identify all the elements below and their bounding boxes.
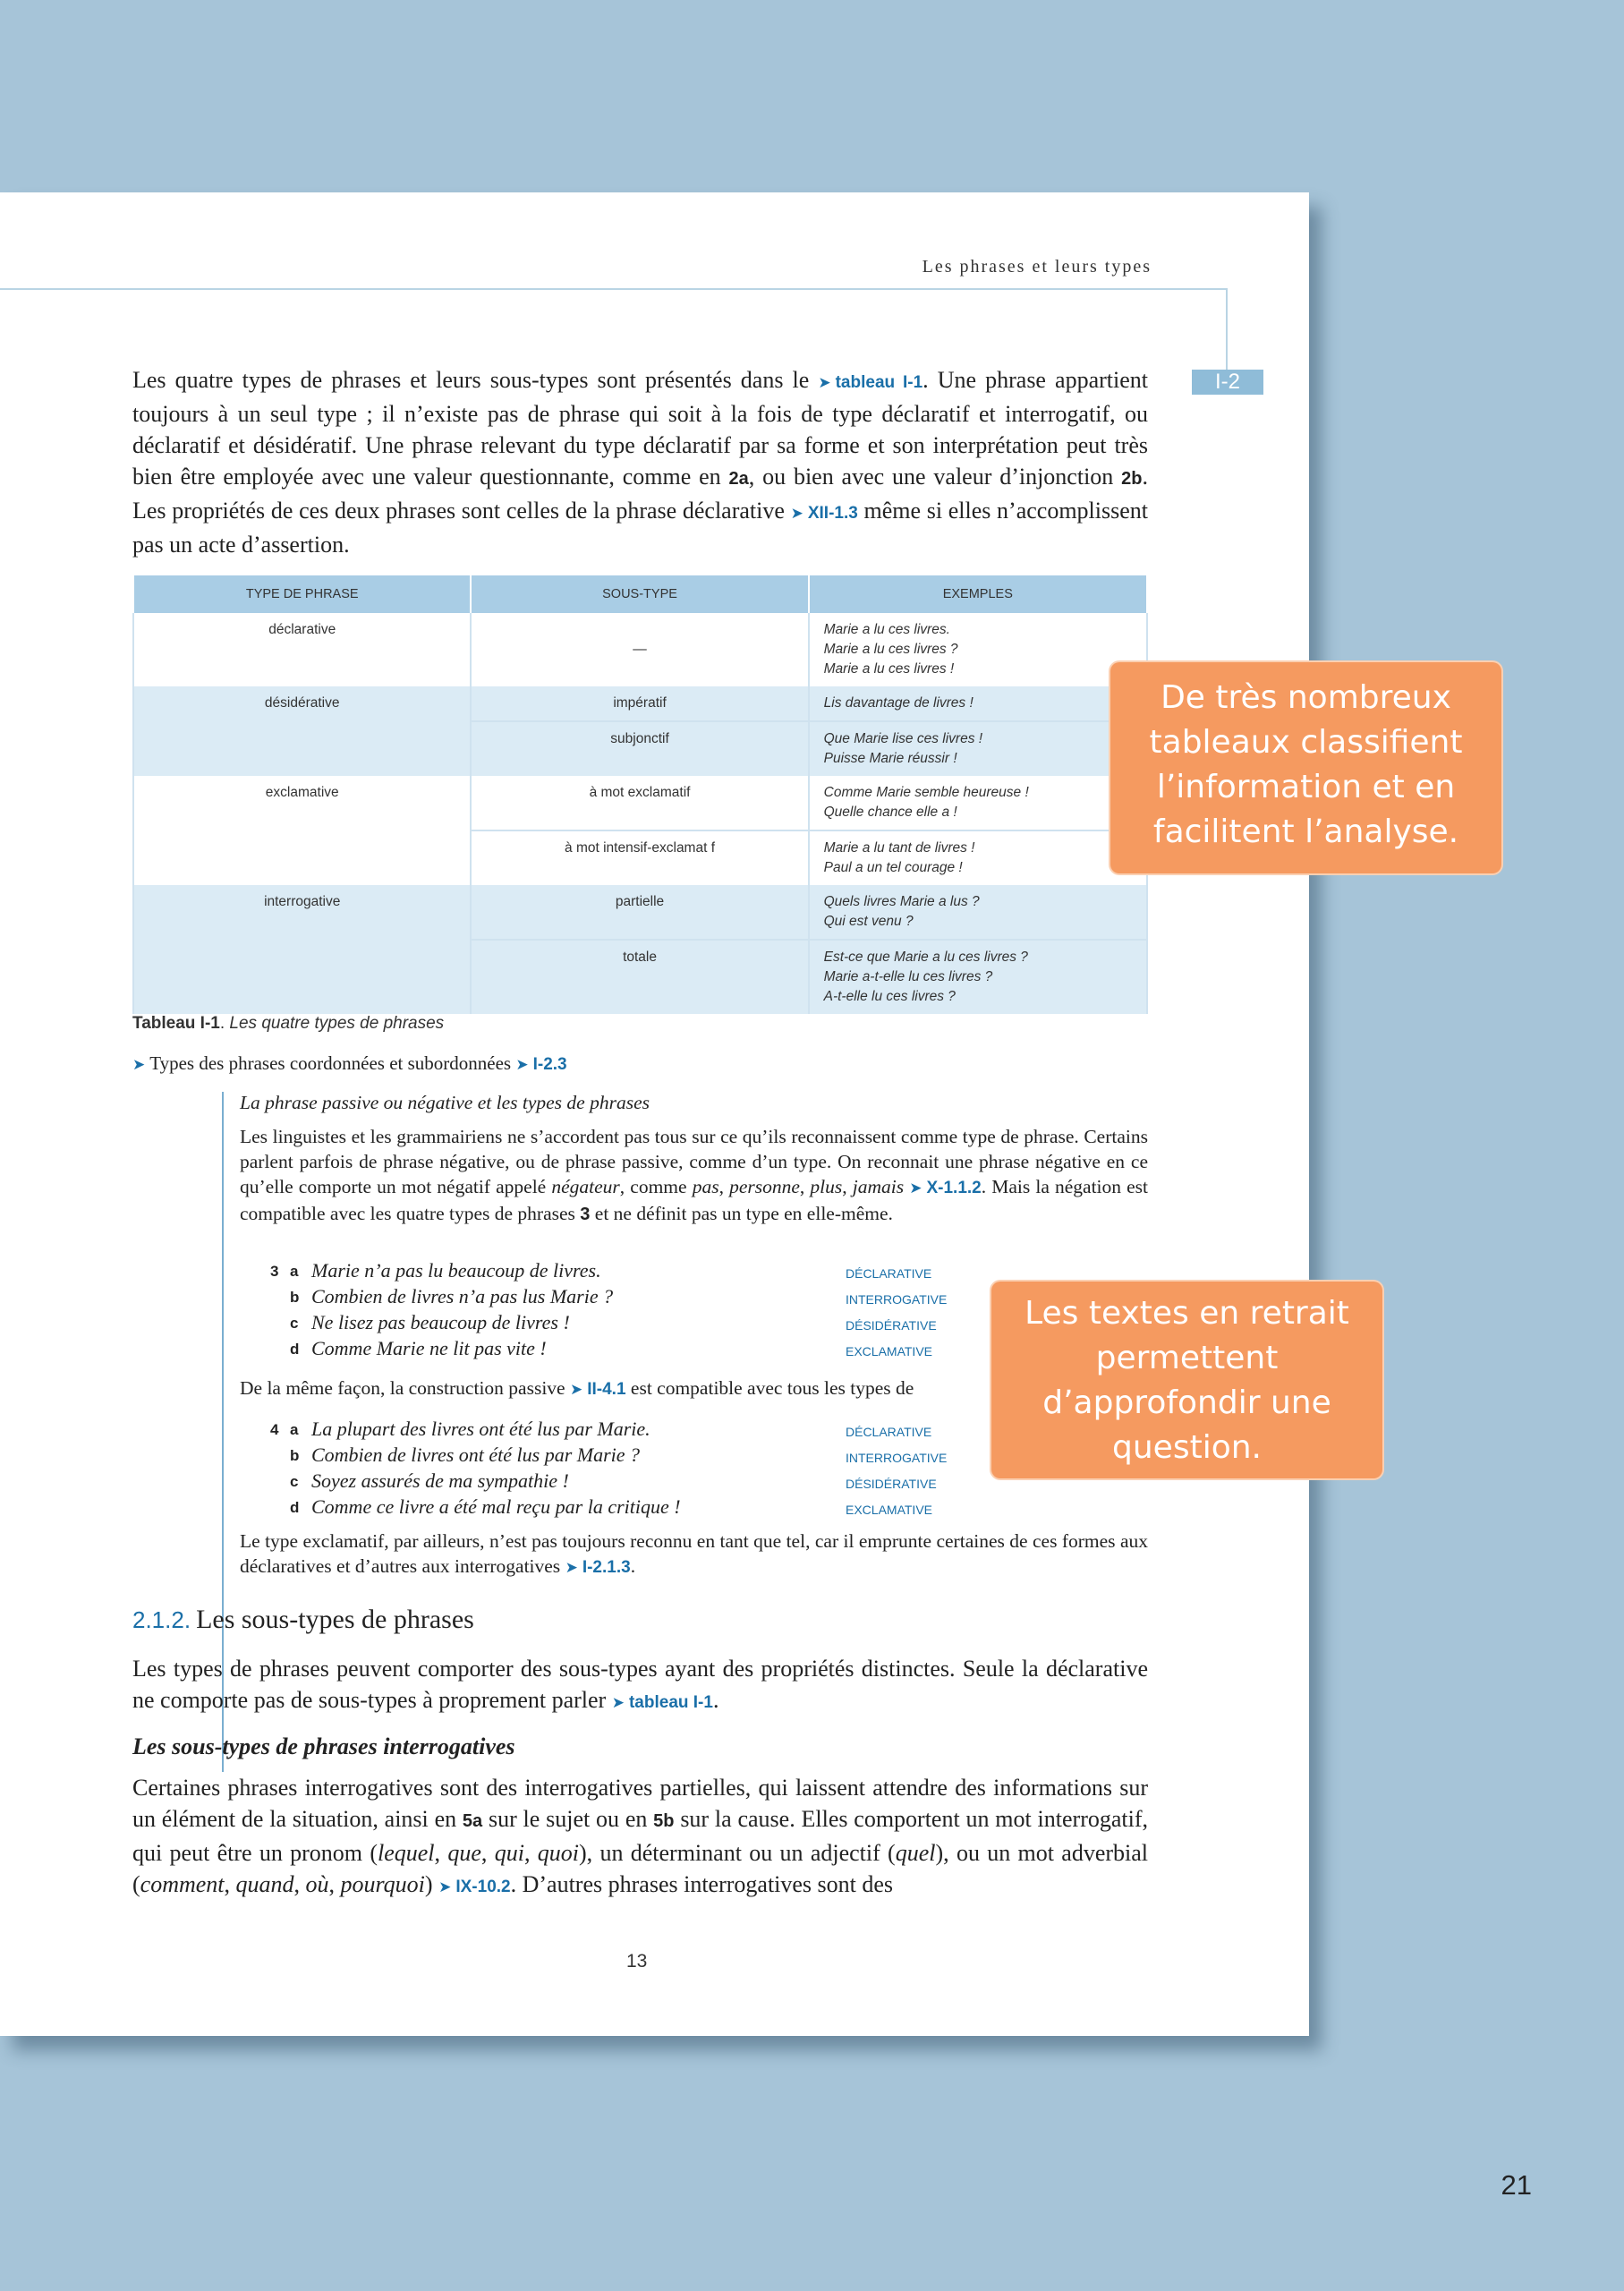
sentence-type-tag: EXCLAMATIVE [846, 1344, 932, 1358]
header-rule [0, 288, 1228, 290]
ref-link[interactable]: IX-10.2 [455, 1878, 511, 1896]
sentence-type-tag: INTERROGATIVE [846, 1292, 948, 1307]
type-cell: interrogative [133, 885, 471, 1014]
book-page-number: 21 [1501, 2169, 1532, 2201]
table-caption: Tableau I-1. Les quatre types de phrases [132, 1014, 445, 1033]
sentence-type-tag: EXCLAMATIVE [846, 1503, 932, 1517]
examples-cell: Marie a lu ces livres. Marie a lu ces livres ? Marie a lu ces livres ! [809, 613, 1147, 686]
inset-paragraph: Les linguistes et les grammairiens ne s’accordent pas tous sur ce qu’ils reconnaissent comme type de phrase. Certains parlent parfois de phrase négative, ou de phrase passive, comme d’un type. On reconnait une phrase négative en ce qu’elle comporte un mot négatif appelé négateur, comme pas, personne, plus, jamais ➤ X-1.1.2. Mais la négation est compatible avec les quatre types de phrases 3 et ne définit pas un type en elle-même. [240, 1126, 1149, 1224]
subtype-cell: impératif [471, 686, 808, 721]
callout-tables: De très nombreux tableaux classifient l’information et en facilitent l’analyse. [1110, 662, 1501, 873]
intro-paragraph: Les quatre types de phrases et leurs sous-types sont présentés dans le ➤ tableau I-1. Une phrase appartient toujours à un seul type ; il n’existe pas de phrase qui soit à la fois de type déclaratif et interrogatif, ou déclaratif et désidératif. Une phrase relevant du type déclaratif par sa forme et son interprétation peut très bien être employée avec une valeur questionnante, comme en 2a, ou bien avec une valeur d’injonction 2b. Les propriétés de ces deux phrases sont celles de la phrase déclarative ➤ XII-1.3 même si elles n’accomplissent pas un acte d’assertion. [132, 367, 1148, 558]
ref-link[interactable]: I-2.3 [532, 1055, 567, 1074]
page-number: 13 [626, 1951, 648, 1972]
arrow-icon: ➤ [611, 1694, 625, 1711]
type-cell: déclarative [133, 613, 471, 686]
inset-title: La phrase passive ou négative et les types de phrases [240, 1092, 650, 1113]
ref-link[interactable]: XII-1.3 [807, 504, 858, 523]
section-tab: I-2 [1192, 370, 1263, 395]
example-sentence: Combien de livres n’a pas lus Marie ? [311, 1285, 614, 1307]
inset-paragraph: De la même façon, la construction passive ➤ II-4.1 est compatible avec tous les types de [240, 1377, 914, 1399]
examples-cell: Quels livres Marie a lus ? Qui est venu ? [809, 885, 1147, 940]
type-cell: exclamative [133, 776, 471, 885]
subtype-cell: — [471, 613, 808, 686]
arrow-icon: ➤ [438, 1878, 452, 1895]
example-letter: a [290, 1263, 299, 1280]
subtype-cell: totale [471, 940, 808, 1014]
table-row [133, 613, 1147, 686]
table-header-row [133, 575, 1147, 613]
table-row [133, 776, 1147, 830]
table-header: TYPE DE PHRASE [133, 575, 471, 613]
table-row [133, 885, 1147, 940]
example-sentence: Soyez assurés de ma sympathie ! [311, 1469, 569, 1492]
ref-link[interactable]: X-1.1.2 [926, 1179, 982, 1197]
arrow-icon: ➤ [818, 374, 831, 391]
arrow-icon: ➤ [132, 1056, 146, 1073]
inset-paragraph: Le type exclamatif, par ailleurs, n’est pas toujours reconnu en tant que tel, car il emprunte certaines de ces formes aux déclaratives et d’autres aux interrogatives ➤ I-2.1.3. [240, 1530, 1148, 1577]
sentence-type-tag: DÉSIDÉRATIVE [846, 1318, 937, 1333]
header-rule-vertical [1226, 288, 1228, 378]
table-header: EXEMPLES [809, 575, 1147, 613]
body-paragraph: Certaines phrases interrogatives sont des interrogatives partielles, qui laissent attendre des informations sur un élément de la situation, ainsi en 5a sur le sujet ou en 5b sur la cause. Elles comportent un mot interrogatif, qui peut être un pronom (lequel, que, qui, quoi), un déterminant ou un adjectif (quel), ou un mot adverbial (comment, quand, où, pourquoi) ➤ IX-10.2. D’autres phrases interrogatives sont des [132, 1775, 1149, 1897]
ref-link[interactable]: II-4.1 [587, 1380, 626, 1399]
example-letter: d [290, 1499, 300, 1516]
subtype-cell: à mot intensif-exclamat f [471, 830, 808, 885]
section-heading: 2.1.2. Les sous-types de phrases [132, 1605, 474, 1634]
subtype-cell: à mot exclamatif [471, 776, 808, 830]
sentence-type-tag: DÉSIDÉRATIVE [846, 1477, 937, 1491]
arrow-icon: ➤ [569, 1381, 583, 1398]
examples-cell: Comme Marie semble heureuse ! Quelle chance elle a ! [809, 776, 1147, 830]
examples-cell: Que Marie lise ces livres ! Puisse Marie réussir ! [809, 721, 1147, 776]
table-header: SOUS-TYPE [471, 575, 808, 613]
type-cell: désidérative [133, 686, 471, 776]
example-letter: c [290, 1473, 299, 1490]
example-sentence: La plupart des livres ont été lus par Marie. [311, 1418, 650, 1440]
book-page [0, 192, 1309, 2036]
see-also-line: ➤ Types des phrases coordonnées et subordonnées ➤ I-2.3 [132, 1052, 567, 1074]
example-letter: c [290, 1315, 299, 1332]
running-head: Les phrases et leurs types [922, 257, 1152, 277]
sentence-type-tag: DÉCLARATIVE [846, 1266, 932, 1281]
example-letter: a [290, 1421, 299, 1438]
ref-link[interactable]: tableau I-1 [835, 373, 923, 392]
arrow-icon: ➤ [515, 1056, 529, 1073]
example-letter: d [290, 1341, 300, 1358]
sentence-type-tag: DÉCLARATIVE [846, 1425, 932, 1439]
example-sentence: Combien de livres ont été lus par Marie ? [311, 1444, 641, 1466]
arrow-icon: ➤ [790, 505, 803, 522]
example-sentence: Marie n’a pas lu beaucoup de livres. [311, 1259, 601, 1282]
subtype-cell: subjonctif [471, 721, 808, 776]
example-sentence: Ne lisez pas beaucoup de livres ! [311, 1311, 570, 1333]
examples-cell: Marie a lu tant de livres ! Paul a un tel courage ! [809, 830, 1147, 885]
arrow-icon: ➤ [909, 1180, 923, 1197]
callout-insets: Les textes en retrait permettent d’approfondir une question. [991, 1282, 1382, 1478]
examples-cell: Lis davantage de livres ! [809, 686, 1147, 721]
subtype-cell: partielle [471, 885, 808, 940]
example-letter: b [290, 1447, 300, 1464]
example-letter: b [290, 1289, 300, 1306]
arrow-icon: ➤ [565, 1559, 578, 1576]
types-table [132, 575, 1148, 1014]
example-sentence: Comme Marie ne lit pas vite ! [311, 1337, 547, 1359]
sentence-type-tag: INTERROGATIVE [846, 1451, 948, 1465]
example-sentence: Comme ce livre a été mal reçu par la critique ! [311, 1495, 681, 1518]
example-number: 3 [270, 1263, 279, 1280]
body-paragraph: Les types de phrases peuvent comporter des sous-types ayant des propriétés distinctes. Seule la déclarative ne comporte pas de sous-types à proprement parler ➤ tableau I-1. [132, 1656, 1148, 1713]
table-row [133, 686, 1147, 721]
ref-link[interactable]: tableau I-1 [628, 1693, 713, 1712]
examples-cell: Est-ce que Marie a lu ces livres ? Marie a-t-elle lu ces livres ? A-t-elle lu ces livres ? [809, 940, 1147, 1014]
example-number: 4 [270, 1421, 279, 1438]
subsection-heading: Les sous-types de phrases interrogatives [132, 1733, 515, 1759]
ref-link[interactable]: I-2.1.3 [582, 1558, 631, 1577]
